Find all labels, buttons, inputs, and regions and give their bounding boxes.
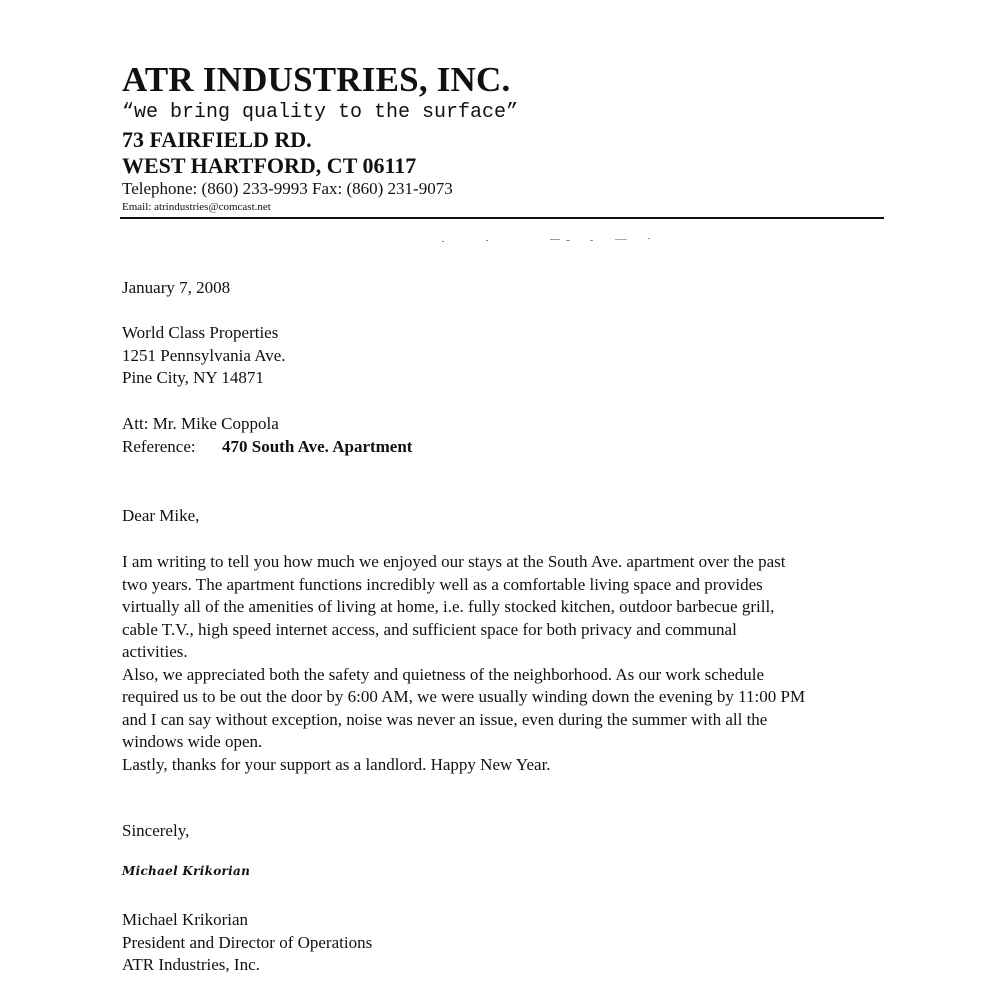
recipient-name: World Class Properties [122,323,279,342]
letterhead-divider [120,217,884,219]
body-line: Also, we appreciated both the safety and quietness of the neighborhood. As our work schedule [122,664,765,684]
greeting: Dear Mike, [122,506,200,525]
company-tagline: “we bring quality to the surface” [122,101,519,124]
company-name: ATR INDUSTRIES, INC. [122,60,511,99]
reference-line [122,436,412,459]
attention-reference-block [122,413,412,458]
signer-block [122,909,372,977]
recipient-city: Pine City, NY 14871 [122,368,264,387]
body-line: activities. [122,642,188,661]
body-line: Lastly, thanks for your support as a landlord. Happy New Year. [122,754,551,774]
closing: Sincerely, [122,821,190,840]
body-line: virtually all of the amenities of living at home, i.e. fully stocked kitchen, outdoor barbecue grill, [122,597,775,616]
signer-title: President and Director of Operations [122,932,373,952]
handwritten-signature: Michael Krikorian [122,864,251,878]
letter-body [122,551,892,776]
letter-date: January 7, 2008 [122,278,231,297]
signer-company: ATR Industries, Inc. [122,955,260,974]
body-line: windows wide open. [122,732,263,751]
reference-value: 470 South Ave. Apartment [222,436,413,456]
reference-label: Reference: [122,436,196,456]
signer-name: Michael Krikorian [122,910,249,929]
attention-line: Att: Mr. Mike Coppola [122,414,279,433]
body-line: two years. The apartment functions incredibly well as a comfortable living space and provides [122,574,763,594]
company-email: Email: atrindustries@comcast.net [122,201,271,213]
body-line: and I can say without exception, noise was never an issue, even during the summer with all the [122,709,768,729]
body-line: cable T.V., high speed internet access, and sufficient space for both privacy and communal [122,619,737,639]
company-street: 73 FAIRFIELD RD. [122,127,312,152]
scan-specks [440,236,680,246]
recipient-street: 1251 Pennsylvania Ave. [122,345,286,365]
company-city-state-zip: WEST HARTFORD, CT 06117 [122,153,417,178]
recipient-address [122,322,286,390]
body-line: I am writing to tell you how much we enjoyed our stays at the South Ave. apartment over the past [122,552,786,571]
body-line: required us to be out the door by 6:00 AM, we were usually winding down the evening by 11:00 PM [122,687,806,706]
company-phone-fax: Telephone: (860) 233-9993 Fax: (860) 231-9073 [122,179,453,198]
